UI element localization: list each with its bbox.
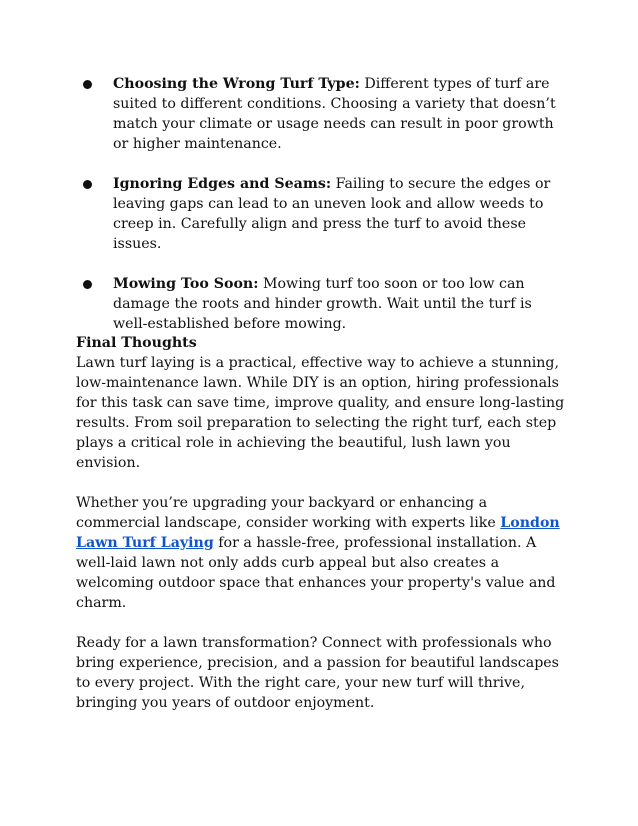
list-item-title: Choosing the Wrong Turf Type:: [113, 76, 360, 92]
final-thoughts-paragraph-2: [76, 493, 566, 613]
mistakes-list: [80, 74, 570, 334]
paragraph-text: Lawn turf laying is a practical, effective way to achieve a stunning, low-maintenance lawn. While DIY is an option, hiring professionals for this task can save time, improve quality, and ensure long-lasting results. From soil preparation to selecting the right turf, each step plays a critical role in achieving the beautiful, lush lawn you envision.: [76, 355, 565, 471]
list-item-text: Failing to secure the edges or leaving gaps can lead to an uneven look and allow weeds to creep in. Carefully align and press the turf to avoid these issues.: [113, 176, 551, 252]
list-item: [80, 174, 570, 254]
bullet-dot-icon: [83, 280, 92, 289]
paragraph-text-before-link: Whether you’re upgrading your backyard or enhancing a commercial landscape, consider working with experts like: [76, 495, 501, 531]
list-item-text: Different types of turf are suited to different conditions. Choosing a variety that doesn’t match your climate or usage needs can result in poor growth or higher maintenance.: [113, 76, 556, 152]
list-item-title: Mowing Too Soon:: [113, 276, 259, 292]
list-item-title: Ignoring Edges and Seams:: [113, 176, 332, 192]
london-lawn-turf-laying-link[interactable]: London Lawn Turf Laying: [76, 515, 560, 551]
bullet-dot-icon: [83, 180, 92, 189]
final-thoughts-section: [76, 333, 566, 733]
paragraph-text-after-link: for a hassle-free, professional installation. A well-laid lawn not only adds curb appeal but also creates a welcoming outdoor space that enhances your property's value and charm.: [76, 535, 556, 611]
list-item-text: Mowing turf too soon or too low can damage the roots and hinder growth. Wait until the turf is well-established before mowing.: [113, 276, 532, 332]
list-item: [80, 74, 570, 154]
list-item: [80, 274, 570, 334]
final-thoughts-paragraph-3: [76, 633, 566, 713]
section-heading: Final Thoughts: [76, 335, 197, 351]
final-thoughts-paragraph-1: [76, 333, 566, 473]
bullet-dot-icon: [83, 80, 92, 89]
paragraph-text: Ready for a lawn transformation? Connect with professionals who bring experience, precision, and a passion for beautiful landscapes to every project. With the right care, your new turf will thrive, bringing you years of outdoor enjoyment.: [76, 635, 559, 711]
